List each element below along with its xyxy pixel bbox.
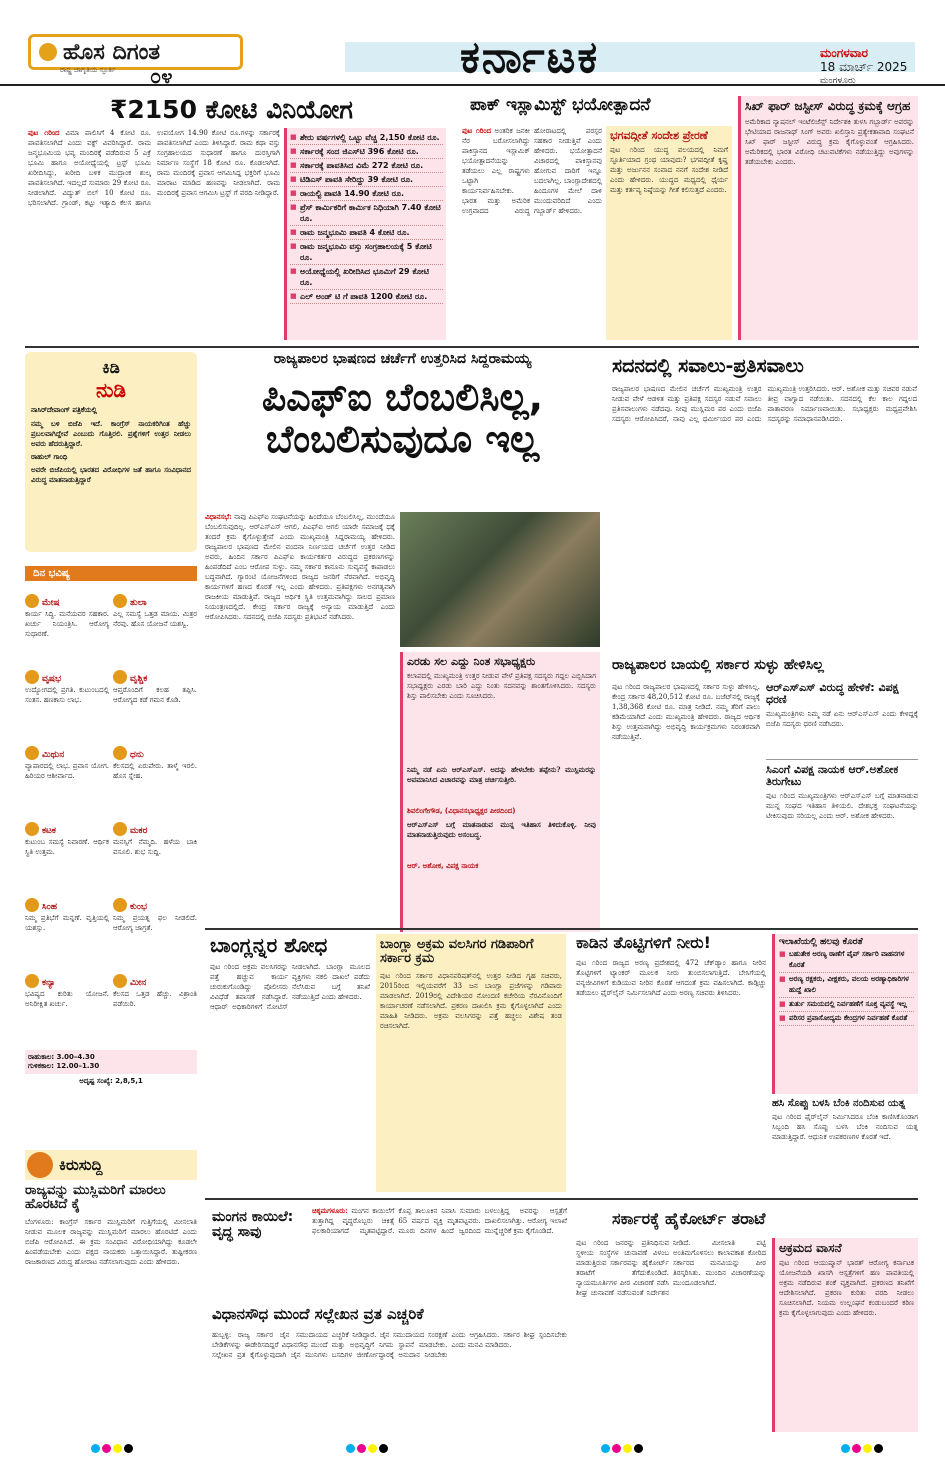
horoscope-sign [25, 970, 109, 1042]
ashoka-body: ಪುಟ ೧ರಿಂದ ಮುಖ್ಯಮಂತ್ರಿಗಳು ಆರ್‌ಎಸ್‌ಎಸ್ ಬಗ್ಗೆ ಮಾತನಾಡುವ ಮುನ್ನ ಸಂಘದ ಇತಿಹಾಸ ತಿಳಿಯಲಿ. ದೇಶಭಕ್ತ ಸಂಘಟನೆಯನ್ನು ಟೀಕಿಸುವುದು ಸರಿಯಲ್ಲ ಎಂದು ಆರ್. ಅಶೋಕ ಹೇಳಿದರು. [766, 792, 918, 821]
sign-text: ಆಪ್ತರೊಂದಿಗೆ ಕಲಹ ತಪ್ಪಿಸಿ. ಆರೋಗ್ಯದ ಕಡೆ ಗಮನ ಕೊಡಿ. [113, 686, 197, 704]
fact-item: ■ ರಾಮ ಜನ್ಮಭೂಮಿ ವಸ್ತು ಸಂಗ್ರಹಾಲಯಕ್ಕೆ 5 ಕೋಟಿ ರೂ. [290, 240, 443, 265]
zodiac-icon [113, 746, 127, 760]
story1-body [28, 128, 280, 338]
story2-box-title: ಭಗವದ್ಗೀತೆ ಸಂದೇಶ ಪ್ರೇರಣೆ [610, 129, 708, 142]
story1-headline: ₹2150 ಕೋಟಿ ವಿನಿಯೋಗ [110, 95, 353, 124]
story2-box [606, 126, 732, 340]
zodiac-icon [113, 670, 127, 684]
zodiac-icon [113, 594, 127, 608]
lead-headline-1: ಪಿಎಫ್‌ಐ ಬೆಂಬಲಿಸಿಲ್ಲ, [261, 375, 544, 420]
lead-sidebox-body: ಕಲಾಪದಲ್ಲಿ ಮುಖ್ಯಮಂತ್ರಿ ಉತ್ತರ ನೀಡುವ ವೇಳೆ ಪ್ರತಿಪಕ್ಷ ಸದಸ್ಯರು ಗದ್ದಲ ಎಬ್ಬಿಸಿದಾಗ ಸಭಾಧ್ಯಕ್ಷರು ಎರಡು ಬಾರಿ ಎದ್ದು ನಿಂತು ಸದನವನ್ನು ಶಾಂತಗೊಳಿಸಿದರು. ಸದಸ್ಯರು ಶಿಸ್ತು ಪಾಲಿಸಬೇಕು ಎಂದು ಸೂಚಿಸಿದರು. [407, 672, 596, 701]
sign-name: ವೃಶ್ಚಿಕ [130, 674, 148, 684]
edition: ಮಂಗಳೂರು [820, 76, 856, 86]
fact-item: ■ ರಾಯಲ್ಟಿ ಪಾವತಿ 14.90 ಕೋಟಿ ರೂ. [290, 187, 443, 201]
zodiac-icon [25, 974, 39, 988]
lead-body [205, 512, 395, 932]
story3-headline: ಸಿಖ್ ಫಾರ್ ಜಸ್ಟೀಸ್ ವಿರುದ್ಧ ಕ್ರಮಕ್ಕೆ ಆಗ್ರಹ [745, 99, 911, 113]
kidi-quote: ನಮ್ಮ ಬಳಿ ಬಿಜೆಪಿ ಇದೆ. ಕಾಂಗ್ರೆಸ್ ನಾಯಕರಿಗಿಂತ ಹೆಚ್ಚು ಪ್ರಬಲವಾಗಿದ್ದೇವೆ ಎಂಬುದು ಗೊತ್ತಿರಲಿ. ಪ್ರಶ್ನೆಗಳಿಗೆ ಉತ್ತರ ನೀಡಲು ಅವರು ಹೆದರುತ್ತಿದ್ದಾರೆ. [31, 419, 191, 448]
bangla-headline: ಬಾಂಗ್ಲನ್ನರ ಶೋಧ [210, 933, 328, 957]
logo [28, 34, 243, 70]
sign-name: ಕಟಕ [42, 826, 56, 836]
fact-item: ■ ಟಿಡಿಎಸ್ ಪಾವತಿ ಸೇರಿದ್ದು 39 ಕೋಟಿ ರೂ. [290, 173, 443, 187]
mangala-dateline: ಚಿಕ್ಕಮಗಳೂರು: [312, 1206, 348, 1215]
kidi-author: ನಾಸಿರ್‌ದೇವಾಂಗ್ ಪತ್ರಿಕೆಯಲ್ಲಿ [31, 406, 97, 414]
mangala-headline: ಮಂಗನ ಕಾಯಿಲೆ: ವೃದ್ಧ ಸಾವು [212, 1209, 294, 1241]
fact-item: ■ ಸರ್ಕಾರಕ್ಕೆ ಪಾವತಿಸಿದ ವಿಮೆ 272 ಕೋಟಿ ರೂ. [290, 159, 443, 173]
zodiac-icon [25, 898, 39, 912]
kirusuddi-title: ಕಿರುಸುದ್ದಿ [59, 1155, 103, 1174]
sign-name: ಧನು [130, 750, 144, 760]
story1-dateline: ಪುಟ ೧ರಿಂದ [28, 128, 60, 137]
horoscope-sign [113, 666, 197, 738]
ashoka-headline: ಸಿಎಂಗೆ ವಿಪಕ್ಷ ನಾಯಕ ಆರ್.ಅಶೋಕ ತಿರುಗೇಟು [766, 759, 918, 788]
divider [205, 1198, 918, 1200]
bangla2-box [376, 934, 566, 1192]
mangala-text: ಮಂಗನ ಕಾಯಿಲೆಗೆ ತುತ್ತಾಗಿದ್ದ ವೃದ್ಧರೊಬ್ಬರು ಚಿಕಿತ್ಸೆ ಫಲಕಾರಿಯಾಗದೆ ಮೃತಪಟ್ಟಿದ್ದಾರೆ. ಕೊಪ್ಪ ತಾಲೂಕಿನ ನಿವಾಸಿ ಸುಮಾರು 65 ವರ್ಷದ ವ್ಯಕ್ತಿ ಮೃತಪಟ್ಟವರು. ಮೂರು ದಿನಗಳ ಹಿಂದೆ ಜ್ವರದಿಂದ ಬಳಲುತ್ತಿದ್ದ ಅವರನ್ನು ಆಸ್ಪತ್ರೆಗೆ ದಾಖಲಿಸಲಾಗಿತ್ತು. ಆರೋಗ್ಯ ಇಲಾಖೆ ಮುನ್ನೆಚ್ಚರಿಕೆ ಕ್ರಮ ಕೈಗೊಂಡಿದೆ. [312, 1207, 567, 1235]
sign-text: ನಿಮ್ಮ ಪ್ರಯತ್ನ ಫಲ ನೀಡಲಿದೆ. ಆರೋಗ್ಯ ಜಾಗ್ರತೆ. [113, 914, 197, 932]
print-marks [90, 1438, 134, 1457]
zodiac-icon [25, 822, 39, 836]
bangla2-headline: ಬಾಂಗ್ಲಾ ಅಕ್ರಮ ವಲಸಿಗರ ಗಡಿಪಾರಿಗೆ ಸರ್ಕಾರ ಕ್ರಮ [380, 937, 534, 967]
story3-body: ಅಮೆರಿಕಾದ ನ್ಯಾಷನಲ್ ಇಂಟೆಲಿಜೆನ್ಸ್ ನಿರ್ದೇಶಕಿ ತುಳಸಿ ಗಬ್ಬಾರ್ಡ್ ಅವರನ್ನು ಭೇಟಿಯಾದ ರಾಜನಾಥ್ ಸಿಂಗ್ ಅವರು ಖಲಿಸ್ತಾನಿ ಪ್ರತ್ಯೇಕತಾವಾದಿ ಸಂಘಟನೆ ಸಿಖ್ ಫಾರ್ ಜಸ್ಟೀಸ್ ವಿರುದ್ಧ ಕ್ರಮ ಕೈಗೊಳ್ಳುವಂತೆ ಆಗ್ರಹಿಸಿದರು. ಅಮೆರಿಕದಲ್ಲಿ ಭಾರತ ವಿರೋಧಿ ಚಟುವಟಿಕೆಗಳು ನಡೆಯುತ್ತಿದ್ದು ಅವುಗಳನ್ನು ತಡೆಯಬೇಕು ಎಂದರು. [745, 118, 914, 167]
horoscope-sign [25, 742, 109, 814]
bank-headline: ಹಸಿ ಸೊಪ್ಪು ಬಳಸಿ ಬೆಂಕಿ ನಂದಿಸುವ ಯತ್ನ [772, 1098, 906, 1109]
lead-sidebox [400, 652, 600, 932]
sign-text: ಭವಿಷ್ಯದ ಕುರಿತು ಯೋಜನೆ. ಅನಿರೀಕ್ಷಿತ ಖರ್ಚು. [25, 990, 109, 1008]
lead-text: ನಾವು ಪಿಎಫ್‌ಐ ಸಂಘಟನೆಯನ್ನು ಹಿಂದೆಯೂ ಬೆಂಬಲಿಸಿಲ್ಲ, ಮುಂದೆಯೂ ಬೆಂಬಲಿಸುವುದಿಲ್ಲ. ಆರ್‌ಎಸ್‌ಎಸ್ ಆಗಲಿ, ಪಿಎಫ್‌ಐ ಆಗಲಿ ಯಾರೇ ಸಮಾಜಕ್ಕೆ ಧಕ್ಕೆ ತಂದರೆ ಕ್ರಮ ಕೈಗೊಳ್ಳುತ್ತೇವೆ ಎಂದು ಮುಖ್ಯಮಂತ್ರಿ ಸಿದ್ದರಾಮಯ್ಯ ಹೇಳಿದರು. ರಾಜ್ಯಪಾಲರ ಭಾಷಣದ ಮೇಲಿನ ವಂದನಾ ನಿರ್ಣಯದ ಚರ್ಚೆಗೆ ಉತ್ತರ ನೀಡಿದ ಅವರು, ಹಿಂದಿನ ಸರ್ಕಾರ ಪಿಎಫ್‌ಐ ಕಾರ್ಯಕರ್ತರ ವಿರುದ್ಧದ ಪ್ರಕರಣಗಳನ್ನು ಹಿಂಪಡೆದಿದೆ ಎಂಬ ಆರೋಪ ಸುಳ್ಳು. ನಮ್ಮ ಸರ್ಕಾರ ಕಾನೂನು ಸುವ್ಯವಸ್ಥೆ ಕಾಪಾಡಲು ಬದ್ಧವಾಗಿದೆ. ಗ್ಯಾರಂಟಿ ಯೋಜನೆಗಳಿಂದ ರಾಜ್ಯದ ಜನರಿಗೆ ನೆರವಾಗಿದೆ. ಅಭಿವೃದ್ಧಿ ಕಾರ್ಯಗಳಿಗೆ ಹಣದ ಕೊರತೆ ಇಲ್ಲ ಎಂದು ಹೇಳಿದರು. ಪ್ರತಿಪಕ್ಷಗಳು ಅನಗತ್ಯವಾಗಿ ರಾಜಕೀಯ ಮಾಡುತ್ತಿವೆ. ರಾಜ್ಯದ ಆರ್ಥಿಕ ಸ್ಥಿತಿ ಉತ್ತಮವಾಗಿದ್ದು ಸಾಲದ ಪ್ರಮಾಣ ನಿಯಂತ್ರಣದಲ್ಲಿದೆ. ಕೇಂದ್ರ ಸರ್ಕಾರ ರಾಜ್ಯಕ್ಕೆ ಅನ್ಯಾಯ ಮಾಡುತ್ತಿದೆ ಎಂದು ಆರೋಪಿಸಿದರು. ಸದನದಲ್ಲಿ ಬಿಜೆಪಿ ಸದಸ್ಯರು ಪ್ರತಿಭಟನೆ ನಡೆಸಿದರು. [205, 513, 395, 621]
horoscope-sign [113, 818, 197, 890]
sadana-headline: ಸದನದಲ್ಲಿ ಸವಾಲು-ಪ್ರತಿಸವಾಲು [612, 355, 804, 377]
horoscope-sign [113, 742, 197, 814]
logo-icon [39, 43, 57, 61]
sign-name: ಕುಂಭ [130, 902, 148, 912]
fact-item: ■ ಪ್ರೆಸ್ ಕಾರ್ಮಿಕರಿಗೆ ಕಾರ್ಮಿಕ ನಿಧಿಯಾಗಿ 7.40 ಕೋಟಿ ರೂ. [290, 201, 443, 226]
print-marks [600, 1438, 644, 1457]
highcourt-headline: ಸರ್ಕಾರಕ್ಕೆ ಹೈಕೋರ್ಟ್ ತರಾಟೆ [612, 1209, 766, 1228]
sign-text: ಕಾರ್ಯ ಸಿದ್ಧಿ. ಮನೆಯವರ ಸಹಕಾರ. ಖರ್ಚು ನಿಯಂತ್ರಿಸಿ. ಆರೋಗ್ಯ ಸುಧಾರಣೆ. [25, 610, 109, 638]
kadina-box-item: ■ ಬಹುತೇಕ ಅರಣ್ಯ ಠಾಣೆಗೆ ಪೈಪ್ ಸರ್ಕಾರಿ ವಾಹನಗಳ ಕೊರತೆ [779, 948, 914, 973]
story2-text: ಅಂತರಿಕ ಜನಕೀ ನೆರ ಬರೋಸಲಾಗಿದ್ದು ಪಾಕಿಸ್ತಾನದ ಇಸ್ಲಾಮಿಕ್ ಭಯೋತ್ಪಾದನೆಯನ್ನು ತಡೆಯಲು ಎಲ್ಲ ರಾಷ್ಟ್ರಗಳು ಒಟ್ಟಾಗಿ ಕಾರ್ಯನಿರ್ವಹಿಸಬೇಕು. ಭಾರತ ಮತ್ತು ಅಮೆರಿಕ ಉಗ್ರವಾದದ ವಿರುದ್ಧ ಹೋರಾಟದಲ್ಲಿ ಪರಸ್ಪರ ಸಹಕಾರ ನೀಡುತ್ತಿವೆ ಎಂದು ಹೇಳಿದರು. ಭಯೋತ್ಪಾದನೆ ವಿಚಾರದಲ್ಲಿ ಪಾಕಿಸ್ತಾನವು ಹೋಗುವ ದಾರಿಗೆ ಇನ್ನೂ ಬದಲಾಗಿಲ್ಲ. ಬಾಂಗ್ಲಾದೇಶದಲ್ಲಿ ಹಿಂದೂಗಳ ಮೇಲೆ ದಾಳಿ ಮುಂದುವರಿದಿದೆ ಎಂದು ಗಬ್ಬಾರ್ಡ್ ಹೇಳಿದರು. [462, 127, 602, 215]
horoscope-sign [113, 590, 197, 662]
lead-story [205, 352, 600, 932]
story2-body [462, 126, 602, 340]
sign-name: ಮಿಥುನ [42, 750, 65, 760]
zodiac-icon [113, 974, 127, 988]
lucky-number: ಅದೃಷ್ಟ ಸಂಖ್ಯೆ: 2,8,5,1 [79, 1077, 143, 1085]
akrama-body: ಪುಟ ೧ರಿಂದ ಆಯುಷ್ಮಾನ್ ಭಾರತ್ ಆರೋಗ್ಯ ಕರ್ನಾಟಕ ಯೋಜನೆಯಡಿ ಖಾಸಗಿ ಆಸ್ಪತ್ರೆಗಳಿಗೆ ಹಣ ಪಾವತಿಯಲ್ಲಿ ಅಕ್ರಮ ನಡೆದಿರುವ ಶಂಕೆ ವ್ಯಕ್ತವಾಗಿದೆ. ಪ್ರಕರಣದ ತನಿಖೆಗೆ ಆದೇಶಿಸಲಾಗಿದೆ. ಪ್ರಕರಣ ಕುರಿತು ವರದಿ ನೀಡಲು ಸೂಚಿಸಲಾಗಿದೆ. ನಿಯಮ ಉಲ್ಲಂಘನೆ ಕಂಡುಬಂದರೆ ಕಠಿಣ ಕ್ರಮ ಕೈಗೊಳ್ಳಲಾಗುವುದು ಎಂದು ಹೇಳಿದರು. [779, 1259, 914, 1318]
divider [205, 928, 918, 930]
zodiac-icon [113, 898, 127, 912]
story3 [738, 96, 918, 340]
sign-text: ಕೆಲಸದ ಒತ್ತಡ ಹೆಚ್ಚು. ವಿಶ್ರಾಂತಿ ಪಡೆಯಿರಿ. [113, 990, 197, 1008]
hand-icon [27, 1152, 53, 1178]
lead-quote-1-by: ಶಿವಲಿಂಗೇಗೌಡ, (ವಿಧಾನಸಭಾಧ್ಯಕ್ಷರ ಪೀಠದಿಂದ) [407, 807, 516, 816]
sign-text: ಎಲ್ಲ ಸಮಸ್ಯೆ ಒತ್ತಡ ಮಾಯ. ಮಿತ್ರರ ನೆರವು. ಹೊಸ ಯೋಜನೆ ಯಶಸ್ವಿ. [113, 610, 197, 628]
akrama-headline: ಅಕ್ರಮದ ವಾಸನೆ [779, 1241, 842, 1255]
date: 18 ಮಾರ್ಚ್ 2025 [820, 60, 908, 74]
kadina-box-item: ■ ಪರಿಸರ ಪ್ರವಾಸೋದ್ಯಮ ಕೇಂದ್ರಗಳ ನಿರ್ವಹಣೆ ಕೊರತೆ [779, 1012, 914, 1026]
zodiac-icon [25, 746, 39, 760]
kadina-body: ಪುಟ ೧ರಿಂದ ರಾಜ್ಯದ ಅರಣ್ಯ ಪ್ರದೇಶದಲ್ಲಿ 472 ಚೆಕ್‌ಡ್ಯಾಂ ಹಾಗೂ ನೀರಿನ ತೊಟ್ಟಿಗಳಿಗೆ ಟ್ಯಾಂಕರ್ ಮೂಲಕ ನೀರು ತುಂಬಿಸಲಾಗುತ್ತಿದೆ. ಬೇಸಿಗೆಯಲ್ಲಿ ವನ್ಯಜೀವಿಗಳಿಗೆ ಕುಡಿಯುವ ನೀರಿನ ಕೊರತೆ ಆಗದಂತೆ ಕ್ರಮ ವಹಿಸಲಾಗಿದೆ. ಕಾಡ್ಗಿಚ್ಚು ತಡೆಯಲು ಫೈರ್‌ಲೈನ್ ನಿರ್ಮಿಸಲಾಗಿದೆ ಎಂದು ಅರಣ್ಯ ಸಚಿವರು ತಿಳಿಸಿದರು. [576, 959, 766, 997]
sign-text: ಉದ್ಯೋಗದಲ್ಲಿ ಪ್ರಗತಿ. ಕುಟುಂಬದಲ್ಲಿ ಸಂತಸ. ಹಣಕಾಸು ಲಾಭ. [25, 686, 109, 704]
sign-name: ಮೇಷ [42, 598, 60, 608]
bangla-body: ಪುಟ ೧ರಿಂದ ಅಕ್ರಮ ವಲಸಿಗರನ್ನು ಪತ್ತೆ ಹಚ್ಚುವ ಕಾರ್ಯ ಚುರುಕುಗೊಂಡಿದ್ದು ಪೊಲೀಸರು ವಿವಿಧೆಡೆ ತಪಾಸಣೆ ನಡೆಸಿದ್ದಾರೆ. ಆಧಾರ್ ಅಧಿಕಾರಿಗಳಿಗೆ ನೋಟಿಸ್ ನೀಡಲಾಗಿದೆ. ಬಾಂಗ್ಲಾ ಮೂಲದ ವ್ಯಕ್ತಿಗಳು ನಕಲಿ ದಾಖಲೆ ಪಡೆದು ನೆಲೆಸಿರುವ ಬಗ್ಗೆ ತನಿಖೆ ನಡೆಯುತ್ತಿದೆ ಎಂದು ಹೇಳಿದರು. [210, 963, 370, 1011]
lead-sidebox-title: ಎರಡು ಸಲ ಎದ್ದು ನಿಂತ ಸಭಾಧ್ಯಕ್ಷರು [407, 655, 536, 668]
print-marks [345, 1438, 389, 1457]
sign-name: ಕನ್ಯಾ [42, 978, 56, 988]
sign-name: ಸಿಂಹ [42, 902, 58, 912]
date-block [820, 46, 907, 88]
kidi-author2: ರಾಹುಲ್ ಗಾಂಧಿ [31, 453, 68, 461]
day: ಮಂಗಳವಾರ [820, 46, 869, 60]
lead-photo [400, 512, 600, 647]
masthead [0, 0, 945, 86]
logo-text: ಹೊಸ ದಿಗಂತ [63, 39, 161, 65]
kadina-headline: ಕಾಡಿನ ತೊಟ್ಟಿಗಳಿಗೆ ನೀರು! [576, 933, 711, 952]
horoscope-sign [113, 894, 197, 966]
horoscope-sign [113, 970, 197, 1042]
kadina-box [772, 934, 918, 1094]
sign-text: ಮನಸ್ಸಿಗೆ ನೆಮ್ಮದಿ. ಹಳೆಯ ಬಾಕಿ ವಸೂಲಿ. ಶುಭ ಸುದ್ದಿ. [113, 838, 197, 856]
lead-kicker: ರಾಜ್ಯಪಾಲರ ಭಾಷಣದ ಚರ್ಚೆಗೆ ಉತ್ತರಿಸಿದ ಸಿದ್ದರಾಮಯ್ಯ [273, 351, 532, 367]
bangla2-body: ಪುಟ ೧ರಿಂದ ಸರ್ಕಾರ ವಿಧಾನಪರಿಷತ್‌ನಲ್ಲಿ ಉತ್ತರ ನೀಡಿದ ಗೃಹ ಸಚಿವರು, 2015ರಿಂದ ಇಲ್ಲಿಯವರೆಗೆ 33 ಜನ ಬಾಂಗ್ಲಾ ಪ್ರಜೆಗಳನ್ನು ಗಡಿಪಾರು ಮಾಡಲಾಗಿದೆ. 2019ರಲ್ಲಿ ವಿದೇಶಿಯರ ನೋಂದಣಿ ಕಚೇರಿಯ ನೆರವಿನೊಂದಿಗೆ ಕಾರ್ಯಾಚರಣೆ ನಡೆಸಲಾಗಿದೆ. ಪ್ರಕರಣ ದಾಖಲಿಸಿ ಕ್ರಮ ಕೈಗೊಳ್ಳಲಾಗಿದೆ ಎಂದು ಮಾಹಿತಿ ನೀಡಿದರು. ಅಕ್ರಮ ವಲಸಿಗರನ್ನು ಪತ್ತೆ ಹಚ್ಚಲು ವಿಶೇಷ ತಂಡ ರಚಿಸಲಾಗಿದೆ. [380, 971, 562, 1030]
sign-text: ನಿಮ್ಮ ಪ್ರತಿಭೆಗೆ ಮನ್ನಣೆ. ವೃತ್ತಿಯಲ್ಲಿ ಯಶಸ್ಸು. [25, 914, 109, 932]
akrama-box [772, 1238, 918, 1432]
horoscope-sign [25, 818, 109, 890]
kadina-box-title: ಇಲಾಖೆಯಲ್ಲಿ ಹಲವು ಕೊರತೆ [779, 937, 863, 947]
print-marks [840, 1438, 884, 1457]
zodiac-icon [113, 822, 127, 836]
sign-text: ಕೆಲಸದಲ್ಲಿ ಏರುಪೇರು. ತಾಳ್ಮೆ ಇರಲಿ. ಹೊಸ ಸ್ನೇಹ. [113, 762, 197, 780]
kidi-nudi-box [25, 352, 197, 552]
fact-item: ■ ಶೇರು ವರ್ಷಗಳಲ್ಲಿ ಒಟ್ಟು ವೆಚ್ಚ 2,150 ಕೋಟಿ ರೂ. [290, 131, 443, 145]
rajyapala-body: ಪುಟ ೧ರಿಂದ ರಾಜ್ಯಪಾಲರ ಭಾಷಣದಲ್ಲಿ ಸರ್ಕಾರ ಸುಳ್ಳು ಹೇಳಿಸಿಲ್ಲ. ಕೇಂದ್ರ ಸರ್ಕಾರ 48,20,512 ಕೋಟಿ ರೂ. ಬಜೆಟ್‌ನಲ್ಲಿ ರಾಜ್ಯಕ್ಕೆ 1,38,368 ಕೋಟಿ ರೂ. ಮಾತ್ರ ನೀಡಿದೆ. ನಮ್ಮ ತೆರಿಗೆ ಪಾಲು ಕಡಿಮೆಯಾಗಿದೆ ಎಂದು ಮುಖ್ಯಮಂತ್ರಿ ಹೇಳಿದರು. ರಾಜ್ಯದ ಆರ್ಥಿಕ ಶಿಸ್ತು ಉತ್ತಮವಾಗಿದ್ದು ಅಭಿವೃದ್ಧಿ ಕಾರ್ಯಕ್ರಮಗಳು ನಿರಂತರವಾಗಿ ನಡೆಯುತ್ತಿವೆ. [612, 683, 760, 741]
lead-quote-1: ನಿಮ್ಮ ನಡೆ ಏನು ಆರ್‌ಎಸ್‌ಎಸ್. ಅದನ್ನು ಹೇಳಬೇಕು ತಪ್ಪೇನು? ಮುಸ್ಲಿಮರನ್ನು ಅವಮಾನಿಸಿದ ವಿಚಾರವನ್ನು ಮಾತ್ರ ಚರ್ಚಿಸುತ್ತೀರಿ. [407, 765, 596, 785]
lead-quote-2-by: ಆರ್. ಅಶೋಕ, ವಿಪಕ್ಷ ನಾಯಕ [407, 862, 479, 871]
sign-name: ವೃಷಭ [42, 674, 62, 684]
fact-item: ■ ಎಲ್ ಅಂಡ್ ಟಿ ಗೆ ಪಾವತಿ 1200 ಕೋಟಿ ರೂ. [290, 290, 443, 304]
tagline: ರಾಷ್ಟ್ರ ಜಾಗೃತಿಯ ಸ್ಫೂರ್ತಿ [60, 66, 116, 74]
fact-item: ■ ರಾಮ ಜನ್ಮಭೂಮಿ ಪಾವತಿ 4 ಕೋಟಿ ರೂ. [290, 226, 443, 240]
sign-text: ವ್ಯಾಪಾರದಲ್ಲಿ ಲಾಭ. ಪ್ರವಾಸ ಯೋಗ. ಹಿರಿಯರ ಆಶೀರ್ವಾದ. [25, 762, 109, 780]
kirusuddi [25, 1150, 197, 1450]
sign-name: ತುಲಾ [130, 598, 147, 608]
lead-dateline: ವಿಧಾನಸಭೆ: [205, 512, 232, 521]
horoscope-header: ದಿನ ಭವಿಷ್ಯ [25, 566, 197, 581]
highcourt-body: ಪುಟ ೧ರಿಂದ ಜನರನ್ನು ಪ್ರತಿನಿಧಿಸುವ ಸ್ಥಳೀಯ ಸಂಸ್ಥೆಗಳ ಚುನಾವಣೆ ವಿಳಂಬ ಮಾಡುತ್ತಿರುವ ಸರ್ಕಾರವನ್ನು ಹೈಕೋರ್ಟ್ ತರಾಟೆಗೆ ತೆಗೆದುಕೊಂಡಿದೆ. ನ್ಯಾಯಮೂರ್ತಿಗಳ ಪೀಠ ವಿಚಾರಣೆ ನಡೆಸಿ ಶೀಘ್ರ ಚುನಾವಣೆ ನಡೆಸುವಂತೆ ನಿರ್ದೇಶನ ನೀಡಿದೆ. ಮೀಸಲಾತಿ ಪಟ್ಟಿ ಅಂತಿಮಗೊಳಿಸಲು ಕಾಲಾವಕಾಶ ಕೋರಿದ ಸರ್ಕಾರದ ಮನವಿಯನ್ನು ಪೀಠ ತಿರಸ್ಕರಿಸಿತು. ಮುಂದಿನ ವಿಚಾರಣೆಯನ್ನು ಮುಂದೂಡಲಾಗಿದೆ. [576, 1239, 766, 1297]
kirusuddi-headline: ರಾಜ್ಯವನ್ನು ಮುಸ್ಲಿಮರಿಗೆ ಮಾರಲು ಹೊರಟಿದೆ ಕೈ [25, 1183, 166, 1213]
bank-story [772, 1098, 918, 1192]
page-number: ೦೪ [150, 64, 173, 88]
mangala-body [312, 1206, 567, 1302]
nudi-title: ನುಡಿ [95, 378, 127, 402]
rahukala: ರಾಹುಕಾಲ: 3.00–4.30 [28, 1053, 95, 1061]
story1-text: ವಿಮಾ ಪಾಲಿಸಿಗೆ 4 ಕೋಟಿ ರೂ. ಪಾವತಿಸಲಾಗಿದೆ ಎಂದು ವಕ್ಫ್ ವಿವರಿಸಿದ್ದಾರೆ. ರಾಮ ಜನ್ಮಭೂಮಿಯ ಭವ್ಯ ಮಂದಿರಕ್ಕೆ ಪಡೆದಿರುವ 5 ಎಕ್ರೆ ಭೂಮಿ ಹಾಗೂ ಅಯೋಧ್ಯೆಯಲ್ಲಿ ಟ್ರಸ್ಟ್ ಭೂಮಿ ಖರೀದಿಸಿದ್ದು, ಖರೀದಿ ಬಳಿಕ ಮುದ್ರಾಂಕ ಶುಲ್ಕ ಪಾವತಿಸಲಾಗಿದೆ. ಇದಲ್ಲದೆ ಸುಮಾರು 29 ಕೋಟಿ ರೂ. ನೀಡಲಾಗಿದೆ. ವಿದ್ಯುತ್ ಬಿಲ್ 10 ಕೋಟಿ ರೂ. ಭರಿಸಲಾಗಿದೆ. ಗ್ರಾಂಡ್, ಕಟ್ಟು ಇತ್ಯಾದಿ ಕೆಲಸ ಹಾಗೂ ಉಪಯೋಗ 14.90 ಕೋಟಿ ರೂ.ಗಳನ್ನು ಸರ್ಕಾರಕ್ಕೆ ಪಾವತಿಸಲಾಗಿದೆ ಎಂದು ತಿಳಿಸಿದ್ದಾರೆ. ರಾಮ ಕಥಾ ವಸ್ತು ಸಂಗ್ರಹಾಲಯದ ಸುಧಾರಣೆ ಹಾಗೂ ದುರಸ್ತಿಗಾಗಿ ನಿರ್ಮಾಣ ಸಂಸ್ಥೆಗೆ 18 ಕೋಟಿ ರೂ. ಕೊಡಲಾಗಿದೆ. ರಾಮ ಮಂದಿರಕ್ಕೆ ಪ್ರವಾಸ ಆಗಮಿಸಿದ್ದ ಭಕ್ತರಿಗೆ ಭೂಮಿ ಮಾರಾಟ ಮಾಡಿದ ಹಣವನ್ನು ನೀಡಲಾಗಿದೆ. ರಾಮ ಮಂದಿರಕ್ಕೆ ಪ್ರವಾಸ ಆಗಮಿಸಿ ಟ್ರಸ್ಟ್ ಗೆ ವರದಿ ನೀಡಿದ್ದಾರೆ. [28, 129, 280, 207]
kadina-box-item: ■ ಅರಣ್ಯ ರಕ್ಷಕರು, ವೀಕ್ಷಕರು, ವಲಯ ಅರಣ್ಯಾಧಿಕಾರಿಗಳ ಹುದ್ದೆ ಖಾಲಿ [779, 973, 914, 998]
vidhana-body: ಹುಬ್ಬಳ್ಳಿ: ರಾಜ್ಯ ಸರ್ಕಾರ ಜೈನ ಸಮುದಾಯದ ಬೇಡಿಕೆಗಳನ್ನು ಈಡೇರಿಸದಿದ್ದರೆ ವಿಧಾನಸೌಧ ಮುಂದೆ ಸಲ್ಲೇಖನ ವ್ರತ ಕೈಗೊಳ್ಳುವುದಾಗಿ ಜೈನ ಮುನಿಗಳು ಎಚ್ಚರಿಕೆ ನೀಡಿದ್ದಾರೆ. ಜೈನ ಸಮುದಾಯದ ಸಂರಕ್ಷಣೆ ಮತ್ತು ಅಭಿವೃದ್ಧಿಗೆ ನಿಗಮ ಸ್ಥಾಪನೆ ಮಾಡಬೇಕು. ಬಸದಿಗಳ ಜೀರ್ಣೋದ್ಧಾರಕ್ಕೆ ಅನುದಾನ ನೀಡಬೇಕು ಎಂದು ಆಗ್ರಹಿಸಿದರು. ಸರ್ಕಾರ ಶೀಘ್ರ ಸ್ಪಂದಿಸಬೇಕು ಎಂದು ಮನವಿ ಮಾಡಿದರು. [212, 1331, 567, 1359]
kadina-box-item: ■ ತುರ್ತು ಸಮಯದಲ್ಲಿ ನಿರ್ವಹಣೆಗೆ ಸೂಕ್ತ ವ್ಯವಸ್ಥೆ ಇಲ್ಲ [779, 998, 914, 1012]
gulika: ಗುಳಿಕಕಾಲ: 12.00–1.30 [28, 1062, 100, 1070]
kidi-title: ಕಿಡಿ [102, 358, 120, 377]
story1-factbox [284, 128, 446, 340]
story2-dateline: ಪುಟ ೧ರಿಂದ [462, 126, 492, 135]
rss-body: ಮುಖ್ಯಮಂತ್ರಿಗಳು ನಿಮ್ಮ ನಡೆ ಏನು ಆರ್‌ಎಸ್‌ಎಸ್ ಎಂದು ಕೇಳಿದ್ದಕ್ಕೆ ಬಿಜೆಪಿ ಸದಸ್ಯರು ಧರಣಿ ನಡೆಸಿದರು. [766, 710, 918, 729]
section-title: ಕರ್ನಾಟಕ [460, 32, 600, 83]
story2-box-body: ಪುಟ ೧ರಿಂದ ಯುದ್ಧ ವಲಯದಲ್ಲಿ ನಿಮಗೆ ಸ್ಫೂರ್ತಿಯಾದ ಗ್ರಂಥ ಯಾವುದು? ಭಗವದ್ಗೀತೆ ಕೃಷ್ಣ ಮತ್ತು ಅರ್ಜುನನ ಸಂವಾದ ನನಗೆ ಸಂದೇಶ ನೀಡಿದೆ ಎಂದು ಹೇಳಿದರು. ಯುದ್ಧದ ಮಧ್ಯದಲ್ಲಿ ಧೈರ್ಯ ಮತ್ತು ಕರ್ತವ್ಯ ನಿಷ್ಠೆಯನ್ನು ಗೀತೆ ಕಲಿಸುತ್ತದೆ ಎಂದರು. [610, 146, 728, 195]
horoscope-sign [25, 666, 109, 738]
horoscope-grid [25, 590, 197, 1090]
fact-item: ■ ಅಯೋಧ್ಯೆಯಲ್ಲಿ ಖರೀದಿಸಿದ ಭೂಮಿಗೆ 29 ಕೋಟಿ ರೂ. [290, 265, 443, 290]
zodiac-icon [25, 670, 39, 684]
vidhana-headline: ವಿಧಾನಸೌಧ ಮುಂದೆ ಸಲ್ಲೇಖನ ವ್ರತ ಎಚ್ಚರಿಕೆ [212, 1305, 424, 1323]
sign-text: ಕುಟುಂಬ ಸಮಸ್ಯೆ ನಿವಾರಣೆ. ಆರ್ಥಿಕ ಸ್ಥಿತಿ ಉತ್ತಮ. [25, 838, 109, 856]
divider [25, 346, 919, 348]
rss-ashoka [766, 682, 918, 917]
horoscope-sign [25, 894, 109, 966]
sign-name: ಮಕರ [130, 826, 148, 836]
story2-headline: ಪಾಕ್ ಇಸ್ಲಾಮಿಸ್ಟ್ ಭಯೋತ್ಪಾದನೆ [470, 95, 651, 115]
fact-item: ■ ಸರ್ಕಾರಕ್ಕೆ ಸಂದ ಜಿಎಸ್‌ಟಿ 396 ಕೋಟಿ ರೂ. [290, 145, 443, 159]
bank-body: ಪುಟ ೧ರಿಂದ ಫೈರ್‌ಲೈನ್ ನಿರ್ಮಿಸಿದರೂ ಬೆಂಕಿ ಕಾಣಿಸಿಕೊಂಡಾಗ ಸಿಬ್ಬಂದಿ ಹಸಿ ಸೊಪ್ಪು ಬಳಸಿ ಬೆಂಕಿ ನಂದಿಸುವ ಯತ್ನ ಮಾಡುತ್ತಿದ್ದಾರೆ. ಆಧುನಿಕ ಉಪಕರಣಗಳ ಕೊರತೆ ಇದೆ. [772, 1113, 918, 1141]
sign-name: ಮೀನ [130, 978, 147, 988]
kirusuddi-body: ಬೆಂಗಳೂರು: ಕಾಂಗ್ರೆಸ್ ಸರ್ಕಾರ ಮುಸ್ಲಿಮರಿಗೆ ಗುತ್ತಿಗೆಯಲ್ಲಿ ಮೀಸಲಾತಿ ನೀಡುವ ಮೂಲಕ ರಾಜ್ಯವನ್ನು ಮುಸ್ಲಿಮರಿಗೆ ಮಾರಲು ಹೊರಟಿದೆ ಎಂದು ಬಿಜೆಪಿ ಆರೋಪಿಸಿದೆ. ಈ ಕ್ರಮ ಸಂವಿಧಾನ ವಿರೋಧಿಯಾಗಿದ್ದು ಕೂಡಲೇ ಹಿಂಪಡೆಯಬೇಕು ಎಂದು ಪಕ್ಷದ ನಾಯಕರು ಒತ್ತಾಯಿಸಿದ್ದಾರೆ. ತುಷ್ಟೀಕರಣ ರಾಜಕಾರಣದ ವಿರುದ್ಧ ಹೋರಾಟ ನಡೆಸಲಾಗುವುದು ಎಂದು ಹೇಳಿದರು. [25, 1217, 197, 1266]
sadana-body: ರಾಜ್ಯಪಾಲರ ಭಾಷಣದ ಮೇಲಿನ ಚರ್ಚೆಗೆ ಮುಖ್ಯಮಂತ್ರಿ ಉತ್ತರ ನೀಡುವ ವೇಳೆ ಆಡಳಿತ ಮತ್ತು ಪ್ರತಿಪಕ್ಷ ಸದಸ್ಯರ ನಡುವೆ ಸವಾಲು ಪ್ರತಿಸವಾಲುಗಳು ನಡೆದವು. ನೀವು ಮುಸ್ಲಿಮರ ಪರ ಎಂದು ಬಿಜೆಪಿ ಸದಸ್ಯರು ಆರೋಪಿಸಿದರೆ, ನಾವು ಎಲ್ಲ ಧರ್ಮೀಯರ ಪರ ಎಂದು ಮುಖ್ಯಮಂತ್ರಿ ಉತ್ತರಿಸಿದರು. ಆರ್. ಅಶೋಕ ಮತ್ತು ಸಚಿವರ ನಡುವೆ ತೀವ್ರ ವಾಗ್ವಾದ ನಡೆಯಿತು. ಸದನದಲ್ಲಿ ಕೆಲ ಕಾಲ ಗದ್ದಲದ ವಾತಾವರಣ ನಿರ್ಮಾಣವಾಯಿತು. ಸಭಾಧ್ಯಕ್ಷರು ಮಧ್ಯಪ್ರವೇಶಿಸಿ ಸದಸ್ಯರನ್ನು ಸಮಾಧಾನಪಡಿಸಿದರು. [612, 385, 917, 423]
kidi-quote2: ಅವರೇ ಬಿಜೆಪಿಯಲ್ಲಿ ಭಾರತದ ವಿರೋಧಿಗಳ ಜತೆ ಹಾಗೂ ಸಂವಿಧಾನದ ವಿರುದ್ಧ ಮಾತನಾಡುತ್ತಿದ್ದಾರೆ [31, 465, 191, 484]
horoscope-sign [25, 590, 109, 662]
lead-headline-2: ಬೆಂಬಲಿಸುವುದೂ ಇಲ್ಲ [265, 417, 540, 462]
rss-headline: ಆರ್‌ಎಸ್‌ಎಸ್ ವಿರುದ್ಧ ಹೇಳಿಕೆ: ವಿಪಕ್ಷ ಧರಣಿ [766, 681, 899, 707]
rajyapala-headline: ರಾಜ್ಯಪಾಲರ ಬಾಯಲ್ಲಿ ಸರ್ಕಾರ ಸುಳ್ಳು ಹೇಳಿಸಿಲ್ಲ [612, 657, 824, 673]
lead-quote-2: ಆರ್‌ಎಸ್‌ಎಸ್ ಬಗ್ಗೆ ಮಾತನಾಡುವ ಮುನ್ನ ಇತಿಹಾಸ ತಿಳಿದುಕೊಳ್ಳಿ. ನೀವು ಮಾತನಾಡುತ್ತಿರುವುದು ಅಸಂಬದ್ಧ. [407, 820, 596, 840]
zodiac-icon [25, 594, 39, 608]
